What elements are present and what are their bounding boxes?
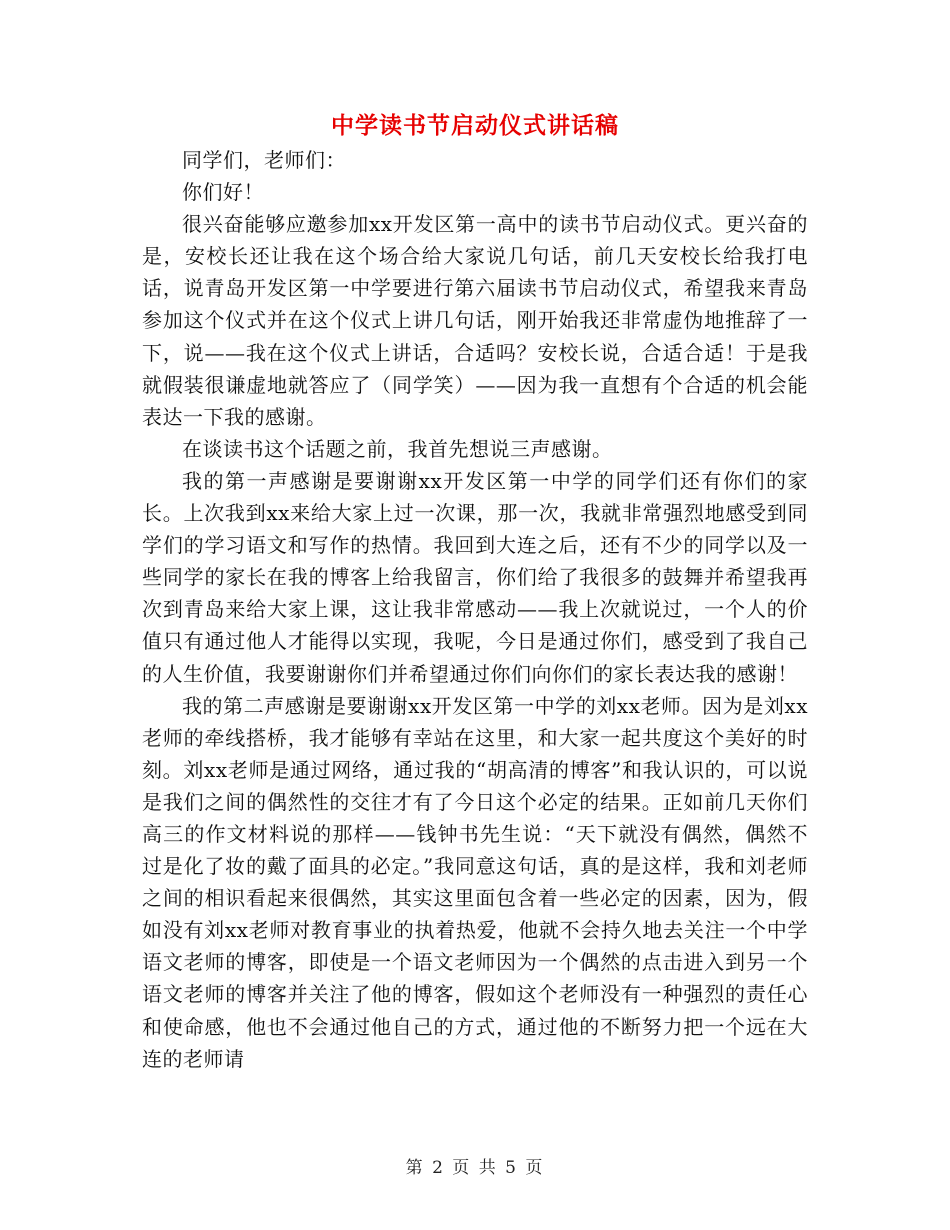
page-number-footer: 第 2 页 共 5 页 <box>405 1158 545 1178</box>
document-title: 中学读书节启动仪式讲话稿 <box>331 112 619 139</box>
body-paragraph: 我的第一声感谢是要谢谢xx开发区第一中学的同学们还有你们的家长。上次我到xx来给大家上过一次课，那一次，我就非常强烈地感受到同学们的学习语文和写作的热情。我回到大连之后，还有不少的同学以及一些同学的家长在我的博客上给我留言，你们给了我很多的鼓舞并希望我再次到青岛来给大家上课，这让我非常感动——我上次就说过，一个人的价值只有通过他人才能得以实现，我呢，今日是通过你们，感受到了我自己的人生价值，我要谢谢你们并希望通过你们向你们的家长表达我的感谢！ <box>142 468 808 686</box>
body-paragraph: 在谈读书这个话题之前，我首先想说三声感谢。 <box>182 436 613 461</box>
body-paragraph: 我的第二声感谢是要谢谢xx开发区第一中学的刘xx老师。因为是刘xx老师的牵线搭桥，我才能够有幸站在这里，和大家一起共度这个美好的时刻。刘xx老师是通过网络，通过我的“胡高清的博客”和我认识的，可以说是我们之间的偶然性的交往才有了今日这个必定的结果。正如前几天你们高三的作文材料说的那样——钱钟书先生说：“天下就没有偶然，偶然不过是化了妆的戴了面具的必定。”我同意这句话，真的是这样，我和刘老师之间的相识看起来很偶然，其实这里面包含着一些必定的因素，因为，假如没有刘xx老师对教育事业的执着热爱，他就不会持久地去关注一个中学语文老师的博客，即使是一个语文老师因为一个偶然的点击进入到另一个语文老师的博客并关注了他的博客，假如这个老师没有一种强烈的责任心和使命感，他也不会通过他自己的方式，通过他的不断努力把一个远在大连的老师请 <box>142 693 808 1071</box>
document-page <box>142 108 808 1075</box>
greeting-paragraph: 同学们，老师们： <box>182 148 346 172</box>
body-paragraph: 很兴奋能够应邀参加xx开发区第一高中的读书节启动仪式。更兴奋的是，安校长还让我在这个场合给大家说几句话，前几天安校长给我打电话，说青岛开发区第一中学要进行第六届读书节启动仪式，希望我来青岛参加这个仪式并在这个仪式上讲几句话，刚开始我还非常虚伪地推辞了一下，说——我在这个仪式上讲话，合适吗？安校长说，合适合适！于是我就假装很谦虚地就答应了（同学笑）——因为我一直想有个合适的机会能表达一下我的感谢。 <box>142 212 808 429</box>
salutation-paragraph: 你们好！ <box>182 180 264 205</box>
